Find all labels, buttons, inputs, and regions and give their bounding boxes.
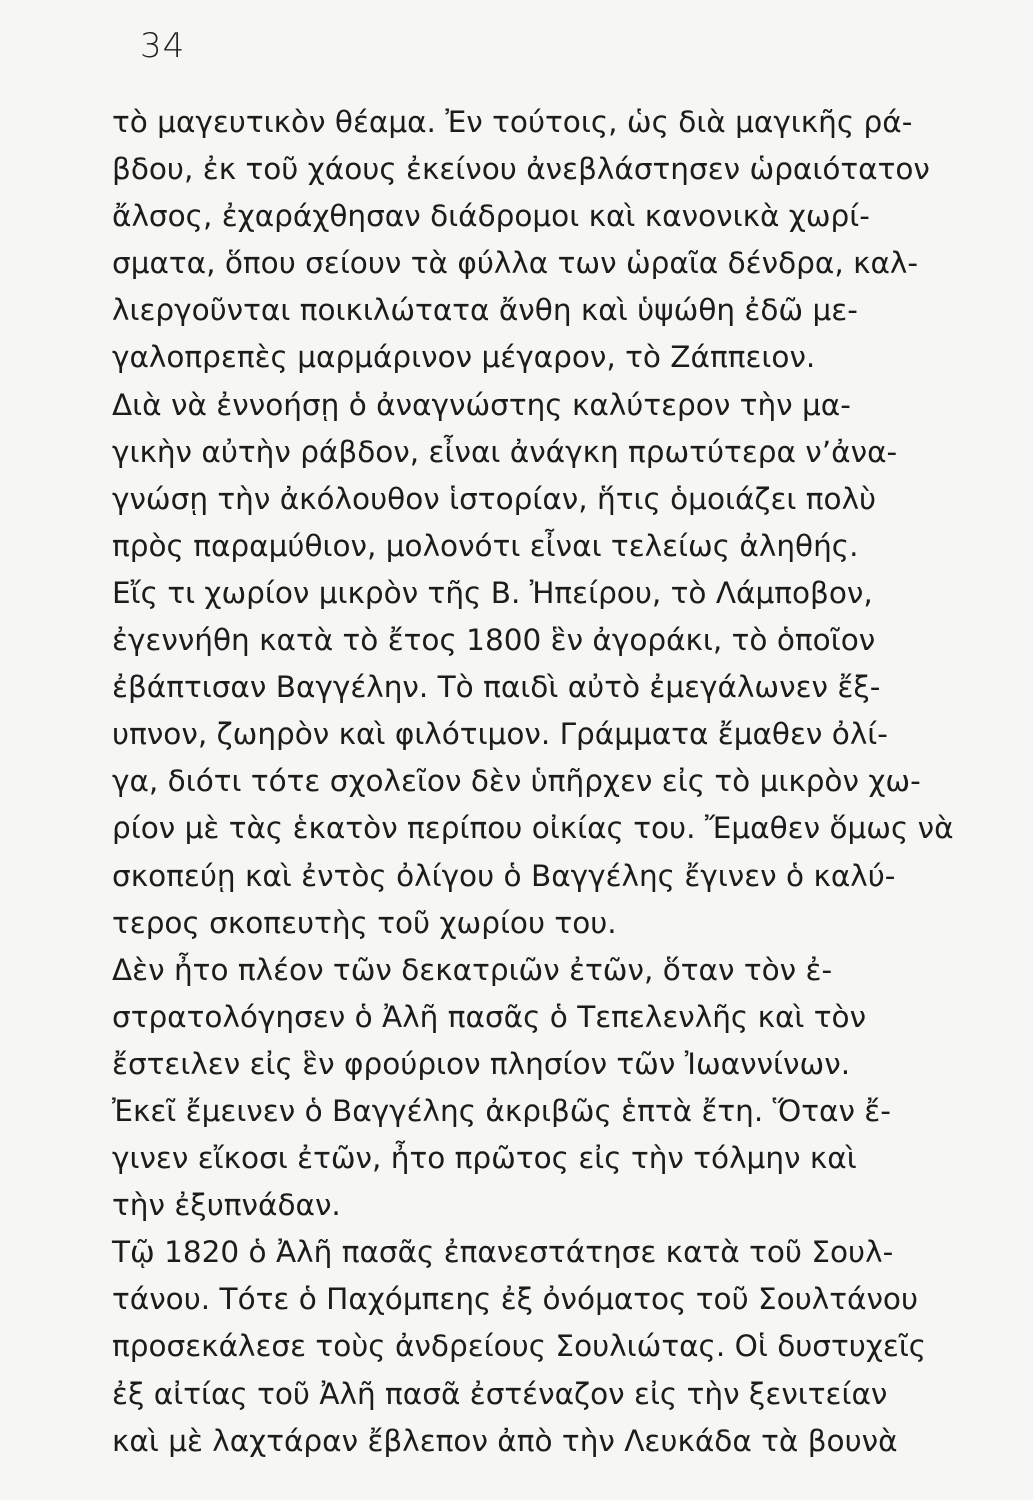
text-line: λιεργοῦνται ποικιλώτατα ἄνθη καὶ ὑψώθη ἐδῶ με- xyxy=(112,293,858,328)
text-line: τερος σκοπευτὴς τοῦ χωρίου του. xyxy=(112,905,617,940)
body-text xyxy=(112,99,982,1465)
text-line: ἔστειλεν εἰς ἓν φρούριον πλησίον τῶν Ἰωαννίνων. xyxy=(112,1046,851,1081)
text-line: ἄλσος, ἐχαράχθησαν διάδρομοι καὶ κανονικὰ χωρί- xyxy=(112,199,870,234)
text-line: Ἐκεῖ ἔμεινεν ὁ Βαγγέλης ἀκριβῶς ἑπτὰ ἔτη. Ὅταν ἔ- xyxy=(112,1093,891,1128)
text-line: γινεν εἴκοσι ἐτῶν, ἦτο πρῶτος εἰς τὴν τόλμην καὶ xyxy=(112,1141,857,1176)
page-number: 34 xyxy=(140,26,186,66)
text-line: τὸ μαγευτικὸν θέαμα. Ἐν τούτοις, ὡς διὰ μαγικῆς ρά- xyxy=(112,105,913,139)
text-line: τάνου. Τότε ὁ Παχόμπεης ἐξ ὀνόματος τοῦ Σουλτάνου xyxy=(112,1282,919,1317)
text-line: υπνον, ζωηρὸν καὶ φιλότιμον. Γράμματα ἔμαθεν ὀλί- xyxy=(112,717,888,752)
text-line: στρατολόγησεν ὁ Ἀλῆ πασᾶς ὁ Τεπελενλῆς καὶ τὸν xyxy=(112,999,867,1034)
text-line: Εἴς τι χωρίον μικρὸν τῆς Β. Ἠπείρου, τὸ Λάμποβον, xyxy=(112,575,873,610)
text-line: πρὸς παραμύθιον, μολονότι εἶναι τελείως ἀληθής. xyxy=(112,528,859,563)
text-line: γαλοπρεπὲς μαρμάρινον μέγαρον, τὸ Ζάππειον. xyxy=(112,340,816,375)
text-line: καὶ μὲ λαχτάραν ἔβλεπον ἀπὸ τὴν Λευκάδα τὰ βουνὰ xyxy=(112,1423,898,1458)
text-line: ἐβάπτισαν Βαγγέλην. Τὸ παιδὶ αὐτὸ ἐμεγάλωνεν ἔξ- xyxy=(112,670,881,705)
text-line: προσεκάλεσε τοὺς ἀνδρείους Σουλιώτας. Οἱ δυστυχεῖς xyxy=(112,1329,927,1364)
text-line: γικὴν αὐτὴν ράβδον, εἶναι ἀνάγκη πρωτύτερα ν’ἀνα- xyxy=(112,434,898,469)
text-line: ἐξ αἰτίας τοῦ Ἀλῆ πασᾶ ἐστέναζον εἰς τὴν ξενιτείαν xyxy=(112,1376,888,1411)
text-line: Δὲν ἦτο πλέον τῶν δεκατριῶν ἐτῶν, ὅταν τὸν ἐ- xyxy=(112,952,833,987)
text-line: ρίον μὲ τὰς ἑκατὸν περίπου οἰκίας του. Ἔμαθεν ὅμως νὰ xyxy=(112,811,954,846)
text-line: τὴν ἐξυπνάδαν. xyxy=(112,1188,341,1223)
text-line: βδου, ἐκ τοῦ χάους ἐκείνου ἀνεβλάστησεν ὡραιότατον xyxy=(112,152,930,187)
text-line: ἐγεννήθη κατὰ τὸ ἔτος 1800 ἓν ἀγοράκι, τὸ ὁποῖον xyxy=(112,623,876,658)
text-line: σκοπεύῃ καὶ ἐντὸς ὀλίγου ὁ Βαγγέλης ἔγινεν ὁ καλύ- xyxy=(112,858,896,893)
text-line: γα, διότι τότε σχολεῖον δὲν ὑπῆρχεν εἰς τὸ μικρὸν χω- xyxy=(112,764,921,799)
text-line: Διὰ νὰ ἐννοήσῃ ὁ ἀναγνώστης καλύτερον τὴν μα- xyxy=(112,387,851,422)
text-line: σματα, ὅπου σείουν τὰ φύλλα των ὡραῖα δένδρα, καλ- xyxy=(112,246,919,281)
text-line: Τῷ 1820 ὁ Ἀλῆ πασᾶς ἐπανεστάτησε κατὰ τοῦ Σουλ- xyxy=(112,1235,894,1270)
text-line: γνώσῃ τὴν ἀκόλουθον ἱστορίαν, ἥτις ὁμοιάζει πολὺ xyxy=(112,481,877,516)
